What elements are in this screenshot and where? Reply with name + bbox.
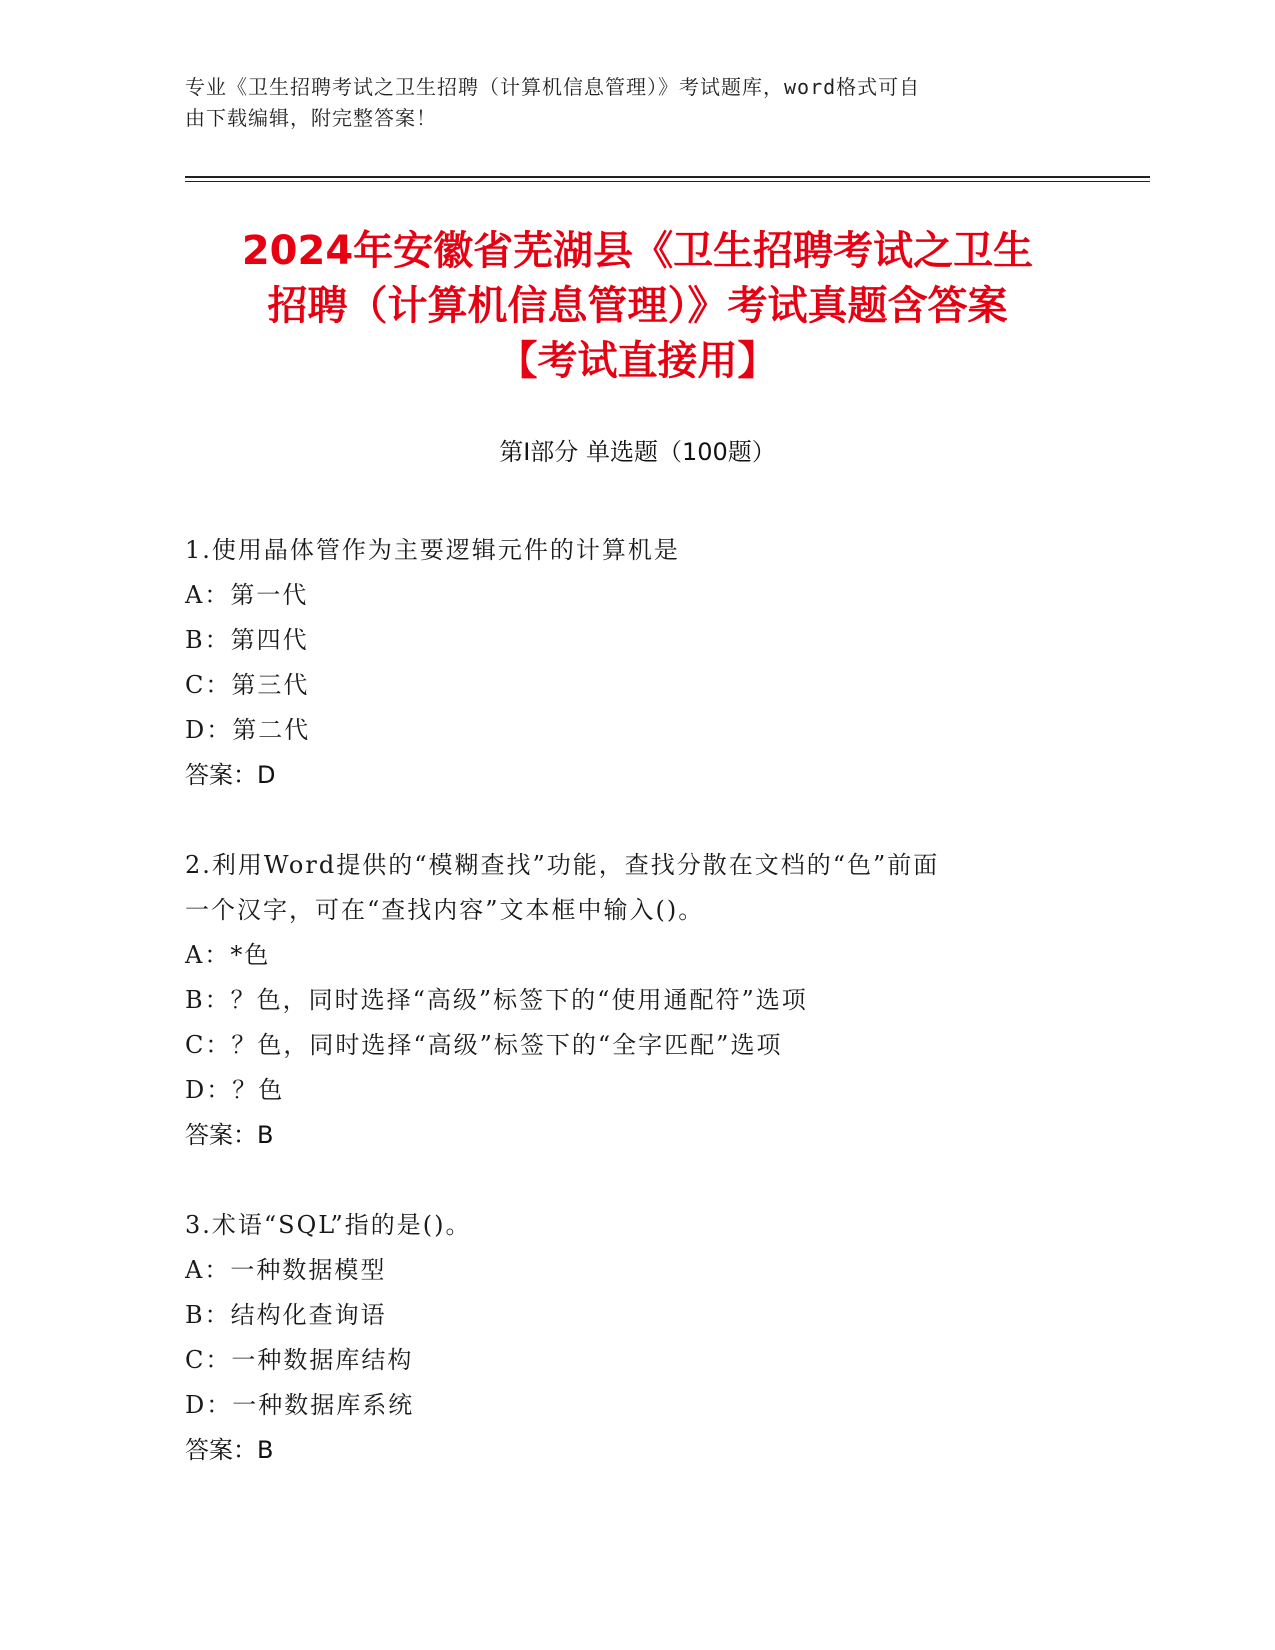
header-note-line: 专业《卫生招聘考试之卫生招聘（计算机信息管理）》考试题库，word格式可自: [185, 75, 921, 99]
title-line: 【考试直接用】: [497, 338, 778, 384]
header-note: [185, 72, 1085, 134]
title-line: 2024年安徽省芜湖县《卫生招聘考试之卫生: [241, 228, 1034, 274]
section-heading: 第Ⅰ部分 单选题（100题）: [499, 438, 776, 466]
option-a: A：一种数据模型: [185, 1256, 387, 1284]
question-2: [185, 843, 1085, 1158]
option-b: B：结构化查询语: [185, 1301, 387, 1329]
option-c: C：第三代: [185, 671, 310, 699]
option-d: D：第二代: [185, 716, 311, 744]
option-a: A：第一代: [185, 581, 309, 609]
question-stem: 3.术语“SQL”指的是()。: [185, 1211, 472, 1239]
answer: 答案：D: [185, 761, 276, 789]
option-a: A：*色: [185, 941, 271, 969]
header-divider-thick: [185, 176, 1150, 178]
header-note-line: 由下载编辑，附完整答案！: [185, 106, 437, 130]
option-d: D：一种数据库系统: [185, 1391, 415, 1419]
answer: 答案：B: [185, 1121, 274, 1149]
option-c: C：一种数据库结构: [185, 1346, 414, 1374]
question-1: [185, 528, 1085, 798]
question-stem: 1.使用晶体管作为主要逻辑元件的计算机是: [185, 536, 680, 564]
document-title: [150, 224, 1125, 389]
option-b: B：第四代: [185, 626, 309, 654]
title-line: 招聘（计算机信息管理）》考试真题含答案: [267, 283, 1008, 329]
question-stem: 2.利用Word提供的“模糊查找”功能，查找分散在文档的“色”前面: [185, 851, 940, 879]
question-stem: 一个汉字，可在“查找内容”文本框中输入()。: [185, 896, 705, 924]
question-list: [185, 528, 1085, 1518]
question-3: [185, 1203, 1085, 1473]
option-b: B：？色，同时选择“高级”标签下的“使用通配符”选项: [185, 986, 808, 1014]
option-d: D：？色: [185, 1076, 285, 1104]
option-c: C：？色，同时选择“高级”标签下的“全字匹配”选项: [185, 1031, 783, 1059]
answer: 答案：B: [185, 1436, 274, 1464]
header-divider-thin: [185, 181, 1150, 182]
